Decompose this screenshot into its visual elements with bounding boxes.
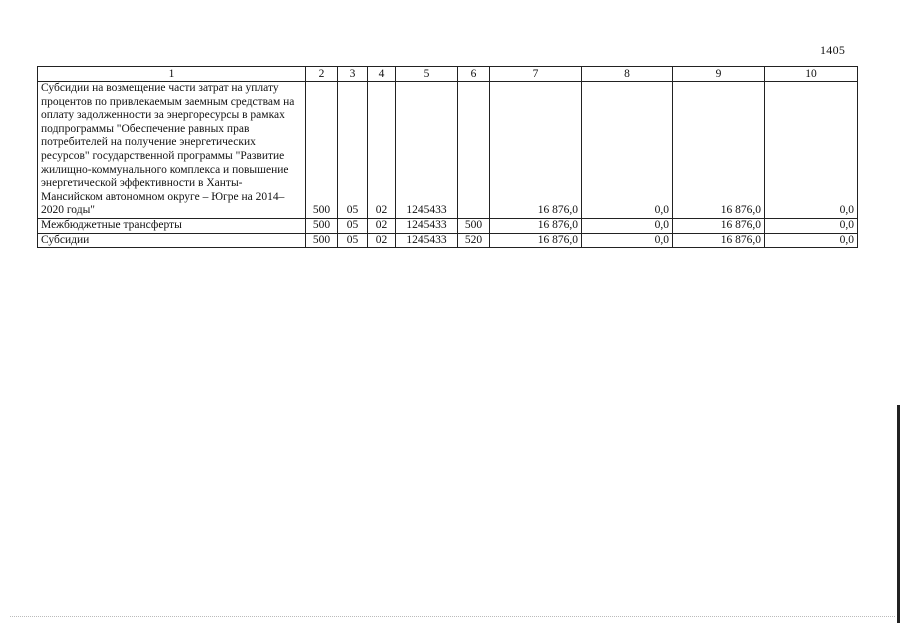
- cell-c7: 16 876,0: [490, 82, 582, 219]
- cell-c6: 520: [458, 233, 490, 248]
- cell-c8: 0,0: [582, 218, 673, 233]
- cell-c10: 0,0: [765, 218, 858, 233]
- scan-edge-line: [897, 405, 900, 623]
- column-header-4: 4: [368, 67, 396, 82]
- column-header-8: 8: [582, 67, 673, 82]
- cell-c6: [458, 82, 490, 219]
- table-row: [38, 82, 858, 219]
- column-header-6: 6: [458, 67, 490, 82]
- column-header-1: 1: [38, 67, 306, 82]
- table-row: [38, 218, 858, 233]
- cell-c2: 500: [306, 218, 338, 233]
- cell-c5: 1245433: [396, 233, 458, 248]
- cell-c10: 0,0: [765, 233, 858, 248]
- row-name: Субсидии: [38, 233, 306, 248]
- cell-c8: 0,0: [582, 82, 673, 219]
- cell-c4: 02: [368, 233, 396, 248]
- cell-c5: 1245433: [396, 82, 458, 219]
- cell-c3: 05: [338, 82, 368, 219]
- cell-c3: 05: [338, 218, 368, 233]
- cell-c2: 500: [306, 82, 338, 219]
- cell-c9: 16 876,0: [673, 82, 765, 219]
- row-name: Субсидии на возмещение части затрат на уплату процентов по привлекаемым заемным средствам на оплату задолженности за энергоресурсы в рамках подпрограммы "Обеспечение равных прав потребителей на получение энергетических ресурсов" государственной программы "Развитие жилищно-коммунального комплекса и повышение энергетической эффективности в Ханты-Мансийском автономном округе – Югре на 2014–2020 годы": [38, 82, 306, 219]
- cell-c9: 16 876,0: [673, 233, 765, 248]
- column-header-3: 3: [338, 67, 368, 82]
- table-row: [38, 233, 858, 248]
- cell-c7: 16 876,0: [490, 233, 582, 248]
- cell-c9: 16 876,0: [673, 218, 765, 233]
- cell-c8: 0,0: [582, 233, 673, 248]
- budget-table: [37, 66, 858, 248]
- cell-c7: 16 876,0: [490, 218, 582, 233]
- cell-c3: 05: [338, 233, 368, 248]
- scan-bottom-artifact: [10, 616, 895, 618]
- header-row: [38, 67, 858, 82]
- column-header-2: 2: [306, 67, 338, 82]
- cell-c4: 02: [368, 82, 396, 219]
- page-number: 1405: [820, 43, 846, 57]
- cell-c10: 0,0: [765, 82, 858, 219]
- column-header-9: 9: [673, 67, 765, 82]
- cell-c4: 02: [368, 218, 396, 233]
- column-header-7: 7: [490, 67, 582, 82]
- column-header-10: 10: [765, 67, 858, 82]
- cell-c6: 500: [458, 218, 490, 233]
- cell-c2: 500: [306, 233, 338, 248]
- cell-c5: 1245433: [396, 218, 458, 233]
- column-header-5: 5: [396, 67, 458, 82]
- row-name: Межбюджетные трансферты: [38, 218, 306, 233]
